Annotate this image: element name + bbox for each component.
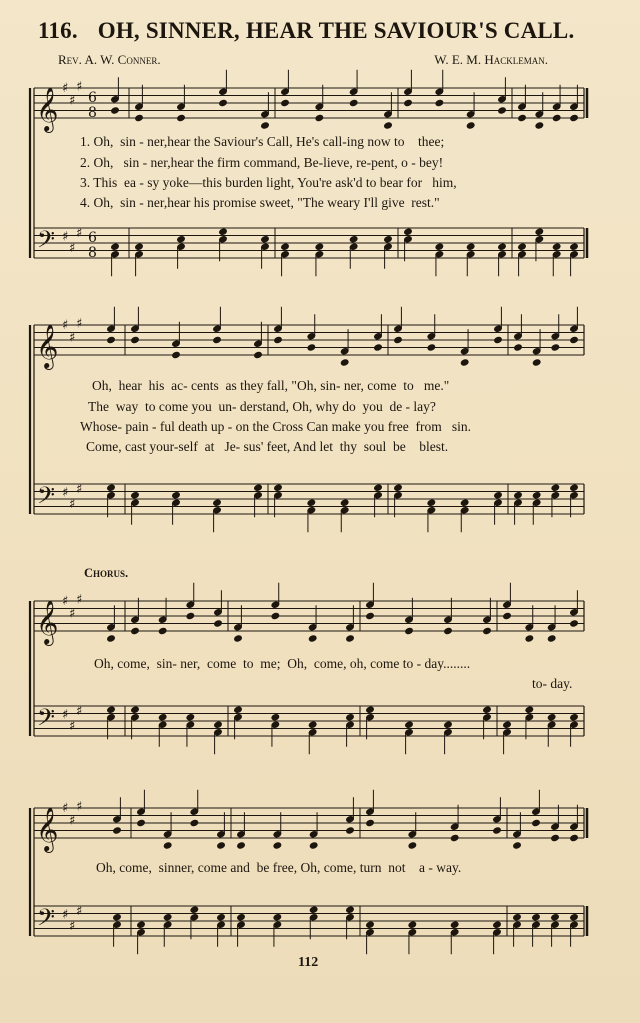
hymn-number: 116.: [38, 18, 78, 43]
treble-note: [273, 842, 282, 849]
treble-note: [234, 635, 243, 642]
treble-note: [308, 635, 317, 642]
treble-note: [346, 635, 355, 642]
bass-note: [309, 906, 318, 913]
bass-note: [466, 243, 475, 250]
key-signature-sharp: ♯: [62, 801, 69, 816]
treble-note: [172, 351, 181, 358]
bass-note: [552, 243, 561, 250]
bass-note: [271, 714, 280, 721]
treble-note: [494, 336, 503, 343]
verse-3-line-1: 3. This ea - sy yoke—this burden light, You're ask'd to bear for him,: [80, 175, 457, 190]
bass-note: [131, 706, 140, 713]
bass-note: [525, 706, 534, 713]
treble-note: [532, 359, 541, 366]
key-signature-sharp: ♯: [69, 918, 76, 934]
treble-note: [394, 336, 403, 343]
key-signature-sharp: ♯: [62, 907, 69, 923]
treble-note: [254, 351, 263, 358]
treble-note: [113, 827, 122, 834]
treble-note: [274, 336, 283, 343]
treble-note: [219, 99, 228, 106]
treble-note: [281, 99, 290, 106]
bass-note: [570, 914, 579, 921]
key-signature-sharp: ♯: [62, 81, 69, 96]
treble-note: [570, 620, 579, 627]
bass-note: [498, 243, 507, 250]
treble-note: [493, 827, 502, 834]
treble-note: [158, 627, 167, 634]
bass-note: [444, 721, 453, 728]
bass-note: [570, 243, 579, 250]
bass-note: [340, 499, 349, 506]
treble-note: [408, 842, 417, 849]
treble-note: [435, 99, 444, 106]
verse-4-line-2: Come, cast your-self at Je- sus' feet, And let thy soul be blest.: [86, 439, 449, 454]
treble-note: [237, 842, 246, 849]
treble-note: [384, 122, 393, 129]
treble-note: [498, 107, 507, 114]
treble-note: [514, 344, 523, 351]
chorus-line-1-tail: to- day.: [532, 676, 573, 691]
bass-note: [214, 721, 223, 728]
bass-note: [551, 484, 560, 491]
treble-note: [450, 834, 459, 841]
treble-note: [261, 122, 270, 129]
treble-clef: 𝄞: [36, 807, 59, 851]
treble-note: [444, 627, 453, 634]
chorus-line-1: Oh, come, sin- ner, come to me; Oh, come, oh, come to - day........: [94, 656, 471, 671]
verse-2-line-2: The way to come you un- derstand, Oh, why do you de - lay?: [88, 399, 436, 414]
treble-note: [570, 834, 579, 841]
treble-note: [135, 114, 144, 121]
verse-3-line-2: Whose- pain - ful death up - on the Cross Can make you free from sin.: [80, 419, 472, 434]
bass-note: [460, 499, 469, 506]
bass-clef: 𝄢: [37, 481, 56, 515]
key-signature-sharp: ♯: [76, 592, 83, 608]
treble-note: [427, 344, 436, 351]
key-signature-sharp: ♯: [69, 496, 76, 512]
bass-note: [518, 243, 527, 250]
bass-note: [254, 484, 263, 491]
treble-note: [131, 627, 140, 634]
key-signature-sharp: ♯: [76, 79, 83, 95]
treble-note: [217, 842, 226, 849]
treble-note: [190, 819, 199, 826]
time-signature-top: 6: [88, 90, 97, 106]
bass-note: [374, 484, 383, 491]
treble-note: [366, 819, 375, 826]
bass-note: [113, 914, 122, 921]
bass-note: [532, 492, 541, 499]
treble-note: [551, 834, 560, 841]
treble-note: [186, 612, 195, 619]
bass-note: [261, 236, 270, 243]
treble-note: [307, 344, 316, 351]
bass-note: [217, 914, 226, 921]
key-signature-sharp: ♯: [62, 229, 69, 245]
treble-note: [404, 99, 413, 106]
treble-note: [107, 336, 116, 343]
time-signature-bottom: 8: [88, 105, 97, 121]
verse-2-line-1: 2. Oh, sin - ner,hear the firm command, Be-lieve, re-pent, o - bey!: [80, 155, 444, 170]
bass-note: [346, 906, 355, 913]
bass-note: [131, 492, 140, 499]
key-signature-sharp: ♯: [69, 330, 76, 346]
bass-note: [172, 492, 181, 499]
bass-note: [570, 484, 579, 491]
key-signature-sharp: ♯: [69, 718, 76, 734]
treble-note: [340, 359, 349, 366]
treble-note: [570, 336, 579, 343]
key-signature-sharp: ♯: [76, 316, 83, 332]
bass-note: [273, 914, 282, 921]
bass-note: [494, 492, 503, 499]
treble-note: [483, 627, 492, 634]
key-signature-sharp: ♯: [76, 799, 83, 815]
key-signature-sharp: ♯: [69, 93, 76, 109]
bass-note: [346, 714, 355, 721]
treble-note: [503, 612, 512, 619]
treble-note: [535, 122, 544, 129]
bass-note: [107, 484, 116, 491]
bass-note: [315, 243, 324, 250]
bass-note: [408, 921, 417, 928]
treble-note: [111, 107, 120, 114]
bass-note: [135, 243, 144, 250]
treble-note: [513, 842, 522, 849]
treble-note: [213, 336, 222, 343]
treble-note: [349, 99, 358, 106]
treble-note: [163, 842, 172, 849]
treble-clef: 𝄞: [36, 324, 59, 368]
bass-note: [404, 228, 413, 235]
bass-note: [503, 721, 512, 728]
bass-note: [493, 921, 502, 928]
key-signature-sharp: ♯: [62, 318, 69, 333]
treble-note: [466, 122, 475, 129]
bass-note: [107, 706, 116, 713]
treble-note: [346, 827, 355, 834]
chorus-label: Chorus.: [84, 566, 129, 580]
bass-note: [281, 243, 290, 250]
key-signature-sharp: ♯: [76, 703, 83, 719]
bass-note: [237, 914, 246, 921]
bass-note: [190, 906, 199, 913]
bass-note: [186, 714, 195, 721]
treble-note: [374, 344, 383, 351]
bass-note: [514, 492, 523, 499]
bass-note: [219, 228, 228, 235]
verse-1-line-2: Oh, hear his ac- cents as they fall, "Oh, sin- ner, come to me.": [92, 378, 450, 393]
bass-note: [551, 914, 560, 921]
key-signature-sharp: ♯: [69, 813, 76, 829]
bass-clef: 𝄢: [37, 703, 56, 737]
treble-note: [107, 635, 116, 642]
verse-1-line-1: 1. Oh, sin - ner,hear the Saviour's Call, He's call-ing now to thee;: [80, 134, 445, 149]
hymn-title: OH, SINNER, HEAR THE SAVIOUR'S CALL.: [97, 18, 575, 43]
bass-note: [366, 706, 375, 713]
bass-note: [111, 243, 120, 250]
treble-note: [532, 819, 541, 826]
treble-note: [405, 627, 414, 634]
bass-note: [163, 914, 172, 921]
treble-note: [137, 819, 146, 826]
treble-note: [460, 359, 469, 366]
treble-note: [315, 114, 324, 121]
treble-note: [518, 114, 527, 121]
time-signature-top: 6: [88, 230, 97, 246]
bass-note: [308, 721, 317, 728]
bass-note: [450, 921, 459, 928]
treble-note: [309, 842, 318, 849]
key-signature-sharp: ♯: [69, 606, 76, 622]
composer-credit: W. E. M. Hackleman.: [434, 52, 548, 67]
key-signature-sharp: ♯: [76, 903, 83, 919]
treble-note: [177, 114, 186, 121]
bass-note: [513, 914, 522, 921]
bass-note: [137, 921, 146, 928]
verse-4-line-1: 4. Oh, sin - ner,hear his promise sweet, "The weary I'll give rest.": [80, 195, 440, 210]
treble-clef: 𝄞: [36, 87, 59, 131]
bass-note: [405, 721, 414, 728]
treble-note: [570, 114, 579, 121]
bass-note: [307, 499, 316, 506]
lyricist-credit: Rev. A. W. Conner.: [58, 52, 161, 67]
treble-note: [551, 344, 560, 351]
treble-note: [131, 336, 140, 343]
bass-note: [158, 714, 167, 721]
key-signature-sharp: ♯: [62, 485, 69, 501]
treble-note: [552, 114, 561, 121]
bass-note: [349, 236, 358, 243]
bass-clef: 𝄢: [37, 903, 56, 937]
treble-clef: 𝄞: [36, 600, 59, 644]
chorus-line-2: Oh, come, sinner, come and be free, Oh, come, turn not a - way.: [96, 860, 462, 875]
bass-note: [394, 484, 403, 491]
key-signature-sharp: ♯: [69, 240, 76, 256]
bass-note: [366, 921, 375, 928]
key-signature-sharp: ♯: [62, 707, 69, 723]
bass-note: [177, 236, 186, 243]
page-number: 112: [298, 955, 319, 970]
treble-note: [214, 620, 223, 627]
key-signature-sharp: ♯: [76, 481, 83, 497]
treble-note: [525, 635, 534, 642]
treble-note: [366, 612, 375, 619]
bass-note: [274, 484, 283, 491]
treble-note: [547, 635, 556, 642]
bass-note: [234, 706, 243, 713]
bass-note: [535, 228, 544, 235]
bass-note: [427, 499, 436, 506]
time-signature-bottom: 8: [88, 245, 97, 261]
treble-note: [271, 612, 280, 619]
key-signature-sharp: ♯: [76, 225, 83, 241]
bass-clef: 𝄢: [37, 225, 56, 259]
bass-note: [384, 236, 393, 243]
bass-note: [547, 714, 556, 721]
bass-note: [532, 914, 541, 921]
bass-note: [213, 499, 222, 506]
bass-note: [435, 243, 444, 250]
key-signature-sharp: ♯: [62, 594, 69, 609]
bass-note: [570, 714, 579, 721]
bass-note: [483, 706, 492, 713]
